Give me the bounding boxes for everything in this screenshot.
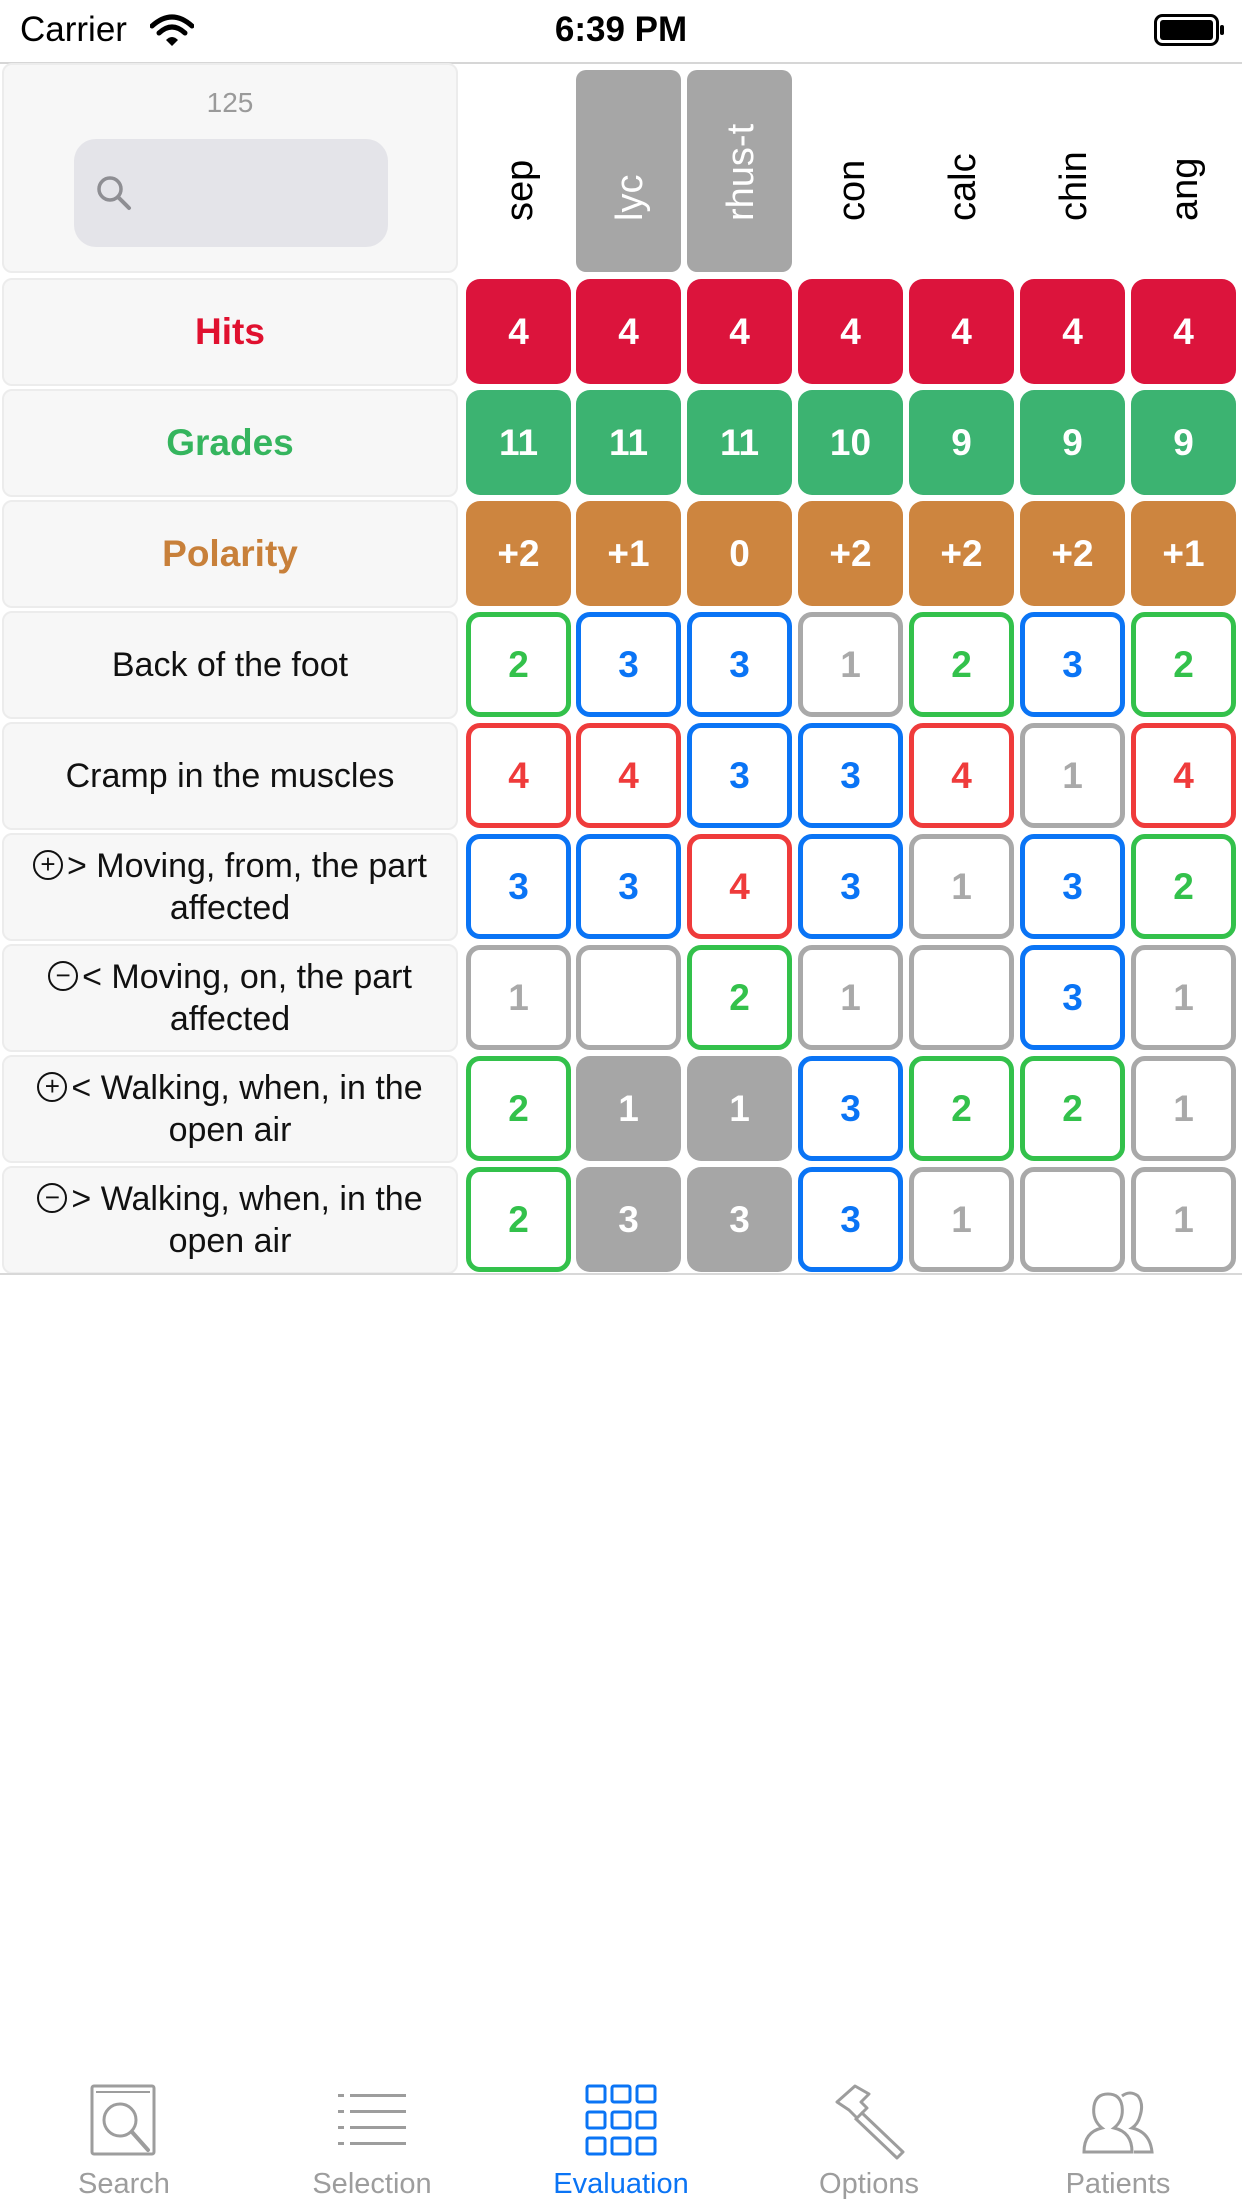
- grade-cell[interactable]: +2: [466, 501, 571, 606]
- grade-cell[interactable]: 4: [909, 723, 1014, 828]
- grade-cell[interactable]: 1: [576, 1056, 681, 1161]
- grade-cell[interactable]: 4: [687, 834, 792, 939]
- plus-circle-icon: +: [37, 1072, 67, 1102]
- row-label-polarity[interactable]: [2, 500, 458, 608]
- grade-cell[interactable]: 4: [909, 279, 1014, 384]
- grade-cell[interactable]: 4: [576, 279, 681, 384]
- grade-cell[interactable]: 2: [909, 1056, 1014, 1161]
- grade-cell[interactable]: 11: [687, 390, 792, 495]
- row-label-text: < Walking, when, in the open air: [71, 1069, 423, 1149]
- tab-patients-label: Patients: [1065, 2168, 1171, 2200]
- row-label-text: > Walking, when, in the open air: [71, 1180, 423, 1260]
- grade-cell[interactable]: [909, 945, 1014, 1050]
- grade-cell[interactable]: 1: [1131, 1056, 1236, 1161]
- row-label-hits[interactable]: [2, 278, 458, 386]
- hammer-icon: [829, 2080, 909, 2160]
- grade-cell[interactable]: 3: [576, 834, 681, 939]
- tab-patients[interactable]: [994, 2060, 1242, 2208]
- column-header[interactable]: [687, 70, 792, 272]
- list-icon: [332, 2080, 412, 2160]
- search-input[interactable]: [74, 139, 388, 247]
- grade-cell[interactable]: 3: [798, 1167, 903, 1272]
- grade-cell[interactable]: 1: [909, 834, 1014, 939]
- grade-cell[interactable]: 1: [687, 1056, 792, 1161]
- search-icon: [94, 173, 134, 213]
- column-header[interactable]: [909, 70, 1014, 272]
- symptom-label[interactable]: [2, 611, 458, 719]
- grade-cell[interactable]: +2: [909, 501, 1014, 606]
- grade-cell[interactable]: 2: [687, 945, 792, 1050]
- tab-bar: [0, 2060, 1242, 2208]
- grade-cell[interactable]: +2: [1020, 501, 1125, 606]
- grade-cell[interactable]: 3: [798, 834, 903, 939]
- grade-cell[interactable]: [576, 945, 681, 1050]
- grade-cell[interactable]: 1: [798, 612, 903, 717]
- row-label-text: > Moving, from, the part affected: [67, 847, 427, 927]
- grade-cell[interactable]: 1: [798, 945, 903, 1050]
- grade-cell[interactable]: 3: [1020, 834, 1125, 939]
- grade-cell[interactable]: 2: [1020, 1056, 1125, 1161]
- column-header[interactable]: [1131, 70, 1236, 272]
- column-header[interactable]: [1020, 70, 1125, 272]
- grade-cell[interactable]: 9: [1131, 390, 1236, 495]
- grade-cell[interactable]: 3: [687, 612, 792, 717]
- column-header-label: lyc: [608, 174, 651, 221]
- status-time: 6:39 PM: [554, 10, 688, 49]
- grade-cell[interactable]: 4: [576, 723, 681, 828]
- grade-cell[interactable]: 4: [798, 279, 903, 384]
- column-header-label: calc: [941, 153, 984, 221]
- grade-cell[interactable]: 0: [687, 501, 792, 606]
- column-header[interactable]: [576, 70, 681, 272]
- grade-cell[interactable]: 2: [909, 612, 1014, 717]
- grade-cell[interactable]: 3: [1020, 612, 1125, 717]
- symptom-label[interactable]: [2, 833, 458, 941]
- remedy-count: 125: [206, 87, 254, 118]
- plus-circle-icon: +: [33, 850, 63, 880]
- grade-cell[interactable]: 1: [466, 945, 571, 1050]
- grade-cell[interactable]: 4: [1020, 279, 1125, 384]
- table-bottom-divider: [0, 1273, 1242, 1275]
- row-label-grades[interactable]: [2, 389, 458, 497]
- row-label-text: Cramp in the muscles: [65, 757, 395, 795]
- grade-cell[interactable]: 11: [466, 390, 571, 495]
- grade-cell[interactable]: 2: [466, 1056, 571, 1161]
- people-icon: [1078, 2080, 1158, 2160]
- grade-cell[interactable]: 4: [1131, 279, 1236, 384]
- corner-cell: [2, 63, 458, 273]
- grade-cell[interactable]: 9: [909, 390, 1014, 495]
- minus-circle-icon: −: [48, 961, 78, 991]
- grade-cell[interactable]: 11: [576, 390, 681, 495]
- grade-cell[interactable]: 3: [1020, 945, 1125, 1050]
- battery-icon: [1154, 14, 1226, 46]
- grade-cell[interactable]: 1: [1131, 1167, 1236, 1272]
- grade-cell[interactable]: 3: [466, 834, 571, 939]
- grade-cell[interactable]: 2: [466, 1167, 571, 1272]
- column-header[interactable]: [798, 70, 903, 272]
- tab-options-label: Options: [819, 2168, 919, 2200]
- grade-cell[interactable]: 1: [909, 1167, 1014, 1272]
- row-label-text: Hits: [195, 311, 265, 352]
- column-header-label: rhus-t: [719, 123, 762, 221]
- grid-icon: [581, 2080, 661, 2160]
- grade-cell[interactable]: 4: [687, 279, 792, 384]
- grade-cell[interactable]: 2: [1131, 834, 1236, 939]
- grade-cell[interactable]: 3: [687, 1167, 792, 1272]
- grade-cell[interactable]: 4: [466, 723, 571, 828]
- grade-cell[interactable]: 2: [1131, 612, 1236, 717]
- grade-cell[interactable]: 4: [466, 279, 571, 384]
- grade-cell[interactable]: +1: [1131, 501, 1236, 606]
- symptom-label[interactable]: [2, 944, 458, 1052]
- symptom-label[interactable]: [2, 1055, 458, 1163]
- grade-cell[interactable]: +1: [576, 501, 681, 606]
- carrier-label: Carrier: [20, 10, 127, 49]
- tab-selection[interactable]: [248, 2060, 496, 2208]
- tab-search[interactable]: [0, 2060, 248, 2208]
- grade-cell[interactable]: 3: [798, 723, 903, 828]
- status-bar: [0, 0, 1242, 60]
- row-label-text: Back of the foot: [111, 646, 349, 684]
- row-label-text: < Moving, on, the part affected: [82, 958, 412, 1038]
- grade-cell[interactable]: 3: [576, 612, 681, 717]
- grade-cell[interactable]: 3: [576, 1167, 681, 1272]
- grade-cell[interactable]: [1020, 1167, 1125, 1272]
- grade-cell[interactable]: 2: [466, 612, 571, 717]
- tab-search-label: Search: [78, 2168, 170, 2200]
- grade-cell[interactable]: 1: [1131, 945, 1236, 1050]
- row-label-text: Polarity: [162, 533, 298, 574]
- row-label-text: Grades: [166, 422, 294, 463]
- column-header-label: sep: [498, 159, 541, 221]
- column-header-label: chin: [1052, 151, 1095, 221]
- grade-cell[interactable]: 4: [1131, 723, 1236, 828]
- symptom-label[interactable]: [2, 1166, 458, 1274]
- tab-evaluation[interactable]: [497, 2060, 745, 2208]
- grade-cell[interactable]: 9: [1020, 390, 1125, 495]
- grade-cell[interactable]: 3: [687, 723, 792, 828]
- search-book-icon: [84, 2080, 164, 2160]
- grade-cell[interactable]: 10: [798, 390, 903, 495]
- minus-circle-icon: −: [37, 1183, 67, 1213]
- tab-selection-label: Selection: [312, 2168, 432, 2200]
- symptom-label[interactable]: [2, 722, 458, 830]
- grade-cell[interactable]: +2: [798, 501, 903, 606]
- tab-options[interactable]: [745, 2060, 993, 2208]
- grade-cell[interactable]: 3: [798, 1056, 903, 1161]
- column-header[interactable]: [466, 70, 571, 272]
- column-header-label: ang: [1163, 157, 1206, 221]
- grade-cell[interactable]: 1: [1020, 723, 1125, 828]
- tab-evaluation-label: Evaluation: [553, 2168, 689, 2200]
- column-header-label: con: [830, 159, 873, 221]
